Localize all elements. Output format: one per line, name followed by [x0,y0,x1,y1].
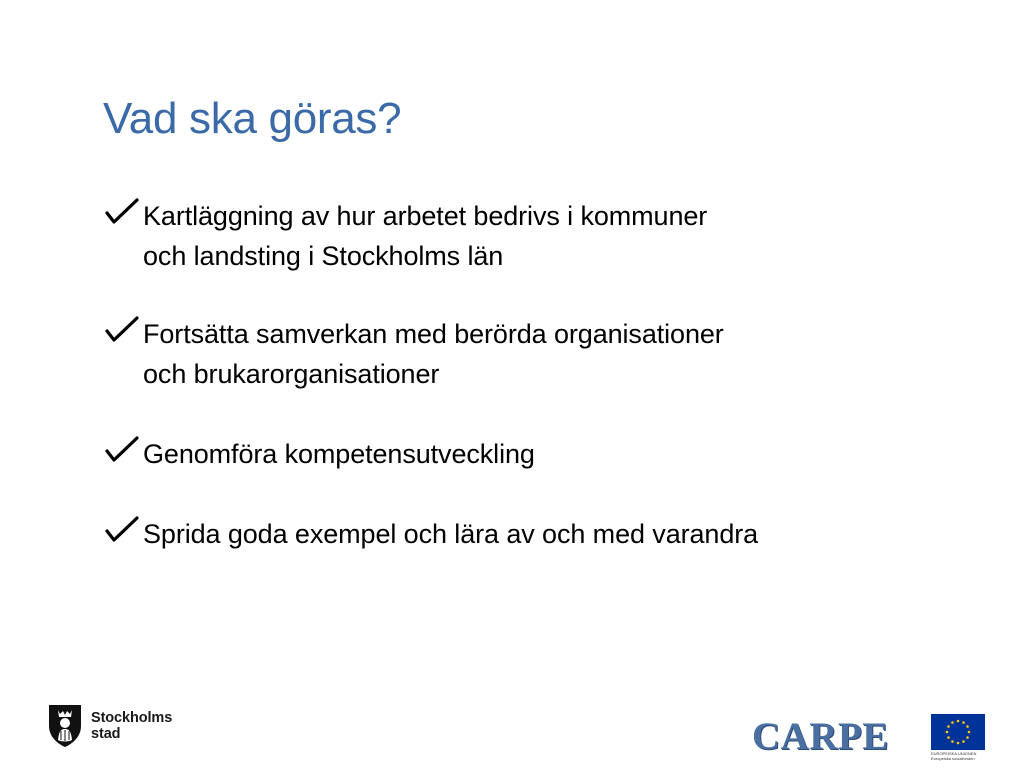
bullet-item [104,514,964,554]
bullet-list [104,196,964,592]
checkmark-icon [104,316,140,344]
checkmark-icon [104,516,140,544]
eu-caption: EUROPEISKA UNIONEN Europeiska socialfonden [931,751,977,761]
eu-flag-icon [931,714,985,750]
checkmark-icon [104,198,140,226]
slide-title: Vad ska göras? [103,94,402,143]
eu-emblem [931,714,985,768]
bullet-text: Genomföra kompetensutveckling [143,439,535,469]
bullet-item [104,434,964,474]
stockholm-shield-icon [48,704,82,748]
bullet-item [104,314,964,394]
bullet-text: Kartläggning av hur arbetet bedrivs i kommuner och landsting i Stockholms län [143,201,708,271]
bullet-text: Fortsätta samverkan med berörda organisationer och brukarorganisationer [143,319,724,389]
stockholm-stad-logo [48,704,172,748]
stockholm-stad-wordmark: Stockholms stad [91,710,173,742]
bullet-item [104,196,964,276]
carpe-logo: CARPE [752,715,889,758]
bullet-text: Sprida goda exempel och lära av och med varandra [143,519,759,549]
checkmark-icon [104,436,140,464]
